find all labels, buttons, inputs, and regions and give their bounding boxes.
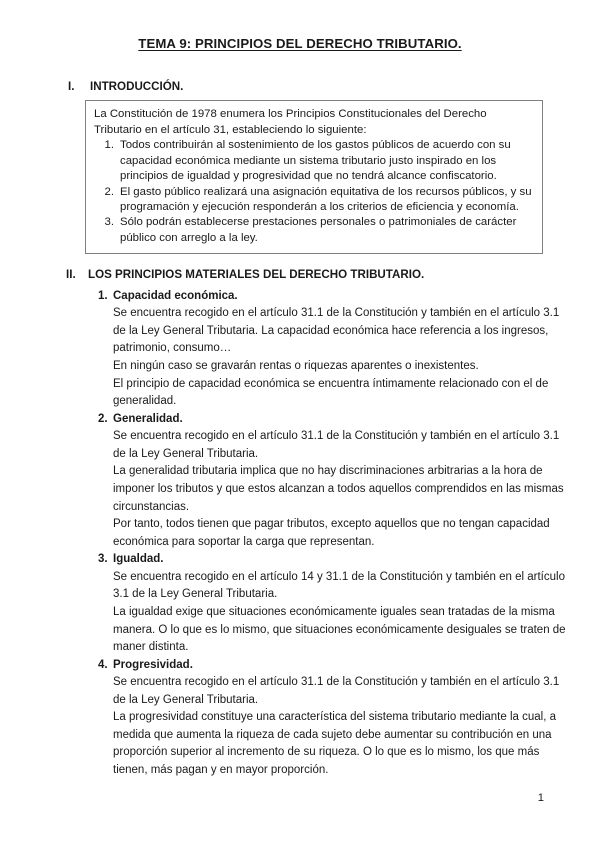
principle-body xyxy=(113,305,572,411)
list-item xyxy=(94,215,534,246)
principle-paragraph: Por tanto, todos tienen que pagar tributos, excepto aquellos que no tengan capacidad económica para soportar la carga que representan. xyxy=(113,518,550,548)
quote-lead-text: La Constitución de 1978 enumera los Principios Constitucionales del Derecho Tributario en el artículo 31, estableciendo lo siguiente: xyxy=(94,108,487,136)
principle-paragraph: Se encuentra recogido en el artículo 31.1 de la Constitución y también en el artículo 3.1 de la Ley General Tributaria. xyxy=(113,676,560,706)
list-item xyxy=(94,138,534,184)
list-item-number: 1. xyxy=(104,139,114,152)
principle-paragraph: En ningún caso se gravarán rentas o riquezas aparentes o inexistentes. xyxy=(113,359,479,372)
page-title-text: TEMA 9: PRINCIPIOS DEL DERECHO TRIBUTARIO. xyxy=(138,36,462,51)
principle-title: Generalidad. xyxy=(113,412,183,425)
list-item-number: 2. xyxy=(104,185,114,198)
principle-number: 3. xyxy=(98,553,108,566)
section-introduccion xyxy=(0,79,600,254)
principle-paragraph: Se encuentra recogido en el artículo 31.1 de la Constitución y también en el artículo 3.1 de la Ley General Tributaria. La capacidad económica hace referencia a los ingresos, patrimonio, consumo… xyxy=(113,307,560,355)
section-heading-introduccion xyxy=(68,79,600,95)
principle-item xyxy=(0,551,600,656)
principle-heading xyxy=(98,657,600,674)
page-number: 1 xyxy=(537,792,544,804)
page-title xyxy=(0,0,600,52)
section-principios-materiales xyxy=(0,267,600,780)
principle-body xyxy=(113,428,572,551)
principle-paragraph: El principio de capacidad económica se encuentra íntimamente relacionado con el de generalidad. xyxy=(113,377,549,408)
quote-numbered-list xyxy=(94,138,534,246)
principle-heading xyxy=(98,411,600,428)
principle-paragraph: La igualdad exige que situaciones económicamente iguales sean tratadas de la misma manera. O lo que es lo mismo, que situaciones económicamente desiguales se traten de maner distinta. xyxy=(113,605,566,654)
principle-paragraph: Se encuentra recogido en el artículo 14 y 31.1 de la Constitución y también en el artículo 3.1 de la Ley General Tributaria. xyxy=(113,570,565,601)
principle-number: 1. xyxy=(98,289,108,302)
section-heading-principios-materiales xyxy=(66,267,600,283)
list-item-text: Todos contribuirán al sostenimiento de los gastos públicos de acuerdo con su capacidad económica mediante un sistema tributario justo inspirado en los principios de igualdad y progresividad que no tendrá alcance confiscatorio. xyxy=(120,139,511,183)
principle-paragraph: Se encuentra recogido en el artículo 31.1 de la Constitución y también en el artículo 3.1 de la Ley General Tributaria. xyxy=(113,430,560,460)
principle-paragraph: La progresividad constituye una característica del sistema tributario mediante la cual, a medida que aumenta la riqueza de cada sujeto debe aumentar su contribución en una proporción superior al incremento de su riqueza. O lo que es lo mismo, los que más tienen, más pagan y en mayor proporción. xyxy=(113,711,556,777)
section-heading-label: LOS PRINCIPIOS MATERIALES DEL DERECHO TRIBUTARIO. xyxy=(88,268,425,282)
principle-item xyxy=(0,288,600,411)
principle-number: 4. xyxy=(98,658,108,671)
principle-heading xyxy=(98,288,600,305)
section-numeral: II. xyxy=(66,268,76,282)
principle-item xyxy=(0,411,600,552)
principle-heading xyxy=(98,551,600,568)
section-numeral: I. xyxy=(68,79,75,93)
principle-item xyxy=(0,657,600,780)
principle-title: Igualdad. xyxy=(113,553,164,566)
principle-number: 2. xyxy=(98,412,108,425)
principle-body xyxy=(113,674,572,780)
list-item-number: 3. xyxy=(104,216,114,229)
principles-list xyxy=(0,288,600,780)
principle-title: Capacidad económica. xyxy=(113,289,238,302)
list-item xyxy=(94,185,534,216)
principle-body xyxy=(113,569,572,657)
principle-title: Progresividad. xyxy=(113,658,193,671)
list-item-text: Sólo podrán establecerse prestaciones personales o patrimoniales de carácter público con arreglo a la ley. xyxy=(120,216,517,244)
principle-paragraph: La generalidad tributaria implica que no hay discriminaciones arbitrarias a la hora de imponer los tributos y que estos alcanzan a todos aquellos comprendidos en las mismas circunstancias. xyxy=(113,465,564,513)
section-heading-label: INTRODUCCIÓN. xyxy=(90,79,184,93)
constitution-quote-box xyxy=(85,100,543,254)
list-item-text: El gasto público realizará una asignación equitativa de los recursos públicos, y su programación y ejecución responderán a los criterios de eficiencia y economía. xyxy=(120,185,532,213)
